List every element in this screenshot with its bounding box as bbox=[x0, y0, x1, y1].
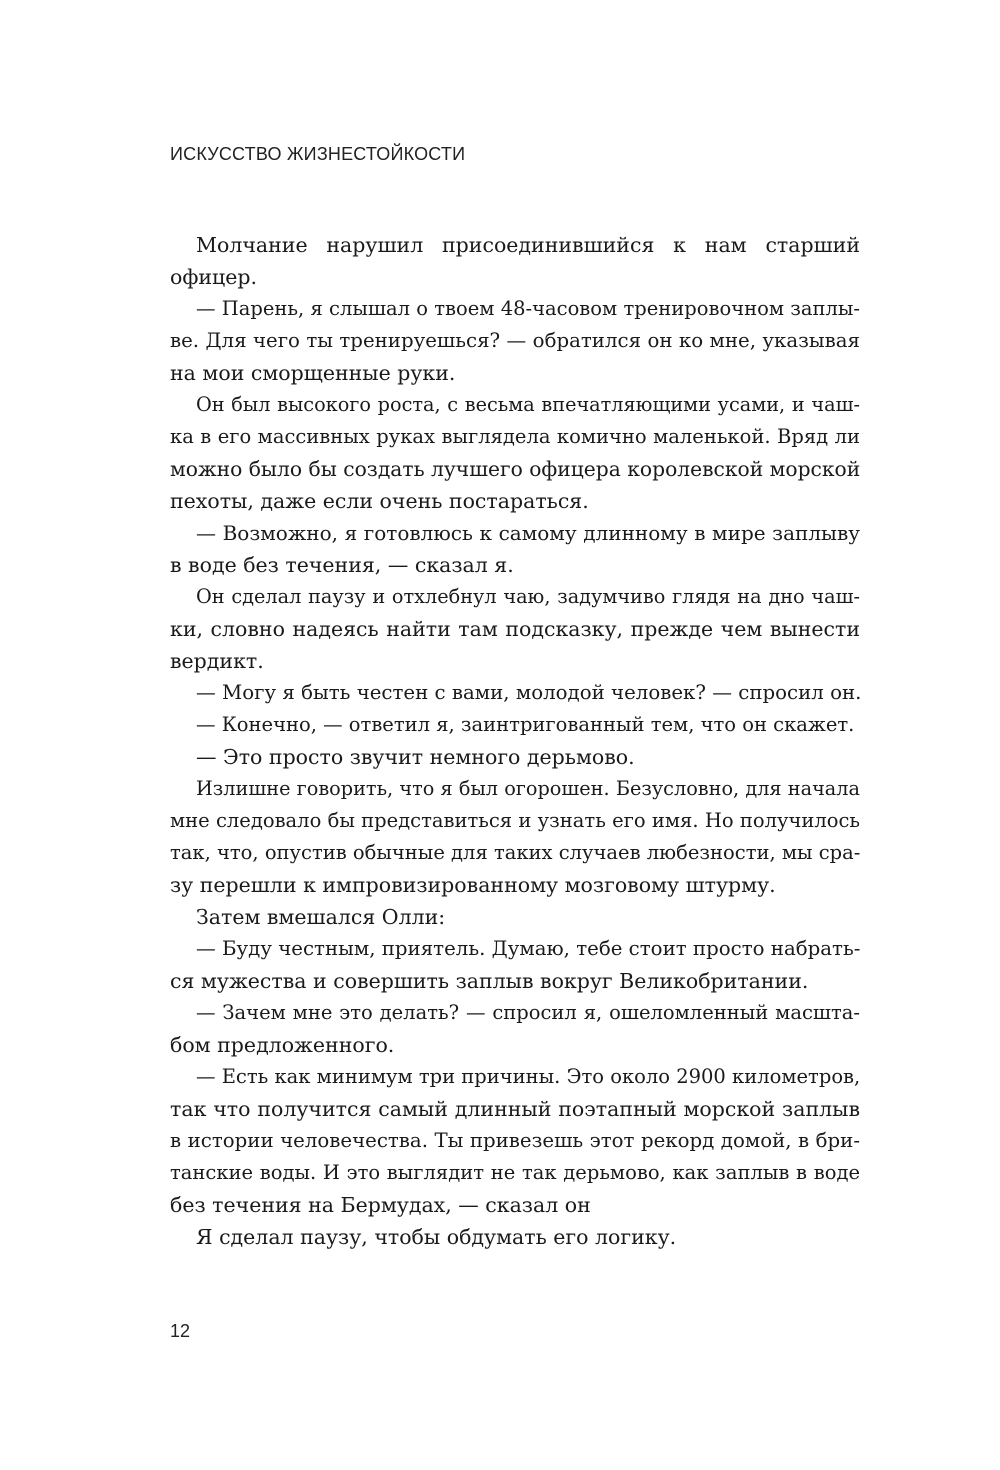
text-line: зу перешли к импровизированному мозговому штурму. bbox=[170, 873, 776, 897]
page-number: 12 bbox=[170, 1321, 191, 1341]
text-line: Он сделал паузу и отхлебнул чаю, задумчиво глядя на дно чаш- bbox=[196, 585, 860, 608]
text-line: так, что, опустив обычные для таких случаев любезности, мы сра- bbox=[170, 841, 861, 864]
body-text bbox=[170, 229, 860, 1253]
text-line: Затем вмешался Олли: bbox=[196, 905, 446, 929]
paragraph bbox=[170, 933, 860, 997]
text-line: так что получится самый длинный поэтапный морской заплыв bbox=[170, 1097, 860, 1121]
text-line: пехоты, даже если очень постараться. bbox=[170, 489, 589, 513]
paragraph bbox=[170, 517, 860, 581]
paragraph bbox=[170, 901, 860, 933]
paragraph bbox=[170, 229, 860, 293]
text-line: бом предложенного. bbox=[170, 1033, 395, 1057]
text-line: можно было бы создать лучшего офицера королевской морской bbox=[170, 457, 861, 481]
text-line: Молчание нарушил присоединившийся к нам старший bbox=[196, 233, 860, 257]
text-line: танские воды. И это выглядит не так дерьмово, как заплыв в воде bbox=[170, 1161, 860, 1184]
text-line: вердикт. bbox=[170, 649, 264, 673]
text-line: на мои сморщенные руки. bbox=[170, 361, 456, 385]
text-line: — Буду честным, приятель. Думаю, тебе стоит просто набрать- bbox=[196, 937, 861, 960]
paragraph bbox=[170, 709, 860, 741]
paragraph bbox=[170, 293, 860, 389]
paragraph bbox=[170, 1221, 860, 1253]
text-line: ся мужества и совершить заплыв вокруг Великобритании. bbox=[170, 969, 809, 993]
paragraph bbox=[170, 1061, 860, 1221]
text-line: офицер. bbox=[170, 265, 258, 289]
paragraph bbox=[170, 997, 860, 1061]
text-line: — Конечно, — ответил я, заинтригованный тем, что он скажет. bbox=[196, 713, 855, 736]
running-header: ИСКУССТВО ЖИЗНЕСТОЙКОСТИ bbox=[170, 144, 466, 164]
text-line: в воде без течения, — сказал я. bbox=[170, 553, 514, 577]
paragraph bbox=[170, 773, 860, 901]
text-line: — Зачем мне это делать? — спросил я, ошеломленный масшта- bbox=[196, 1001, 860, 1024]
paragraph bbox=[170, 389, 860, 517]
text-line: в истории человечества. Ты привезешь этот рекорд домой, в бри- bbox=[170, 1129, 860, 1152]
text-line: без течения на Бермудах, — сказал он bbox=[170, 1193, 591, 1217]
paragraph bbox=[170, 677, 860, 709]
text-line: ве. Для чего ты тренируешься? — обратился он ко мне, указывая bbox=[170, 329, 860, 352]
text-line: ки, словно надеясь найти там подсказку, прежде чем вынести bbox=[170, 617, 860, 641]
text-line: — Есть как минимум три причины. Это около 2900 километров, bbox=[196, 1065, 861, 1088]
text-line: — Возможно, я готовлюсь к самому длинному в мире заплыву bbox=[196, 521, 860, 545]
text-line: Он был высокого роста, с весьма впечатляющими усами, и чаш- bbox=[196, 393, 860, 416]
paragraph bbox=[170, 741, 860, 773]
text-line: — Это просто звучит немного дерьмово. bbox=[196, 745, 635, 769]
text-line: Я сделал паузу, чтобы обдумать его логику. bbox=[196, 1225, 677, 1249]
text-line: Излишне говорить, что я был огорошен. Безусловно, для начала bbox=[196, 777, 860, 800]
text-line: — Могу я быть честен с вами, молодой человек? — спросил он. bbox=[196, 681, 862, 704]
text-line: ка в его массивных руках выглядела комично маленькой. Вряд ли bbox=[170, 425, 860, 448]
text-line: — Парень, я слышал о твоем 48-часовом тренировочном заплы- bbox=[196, 297, 860, 320]
paragraph bbox=[170, 581, 860, 677]
text-line: мне следовало бы представиться и узнать его имя. Но получилось bbox=[170, 809, 860, 832]
